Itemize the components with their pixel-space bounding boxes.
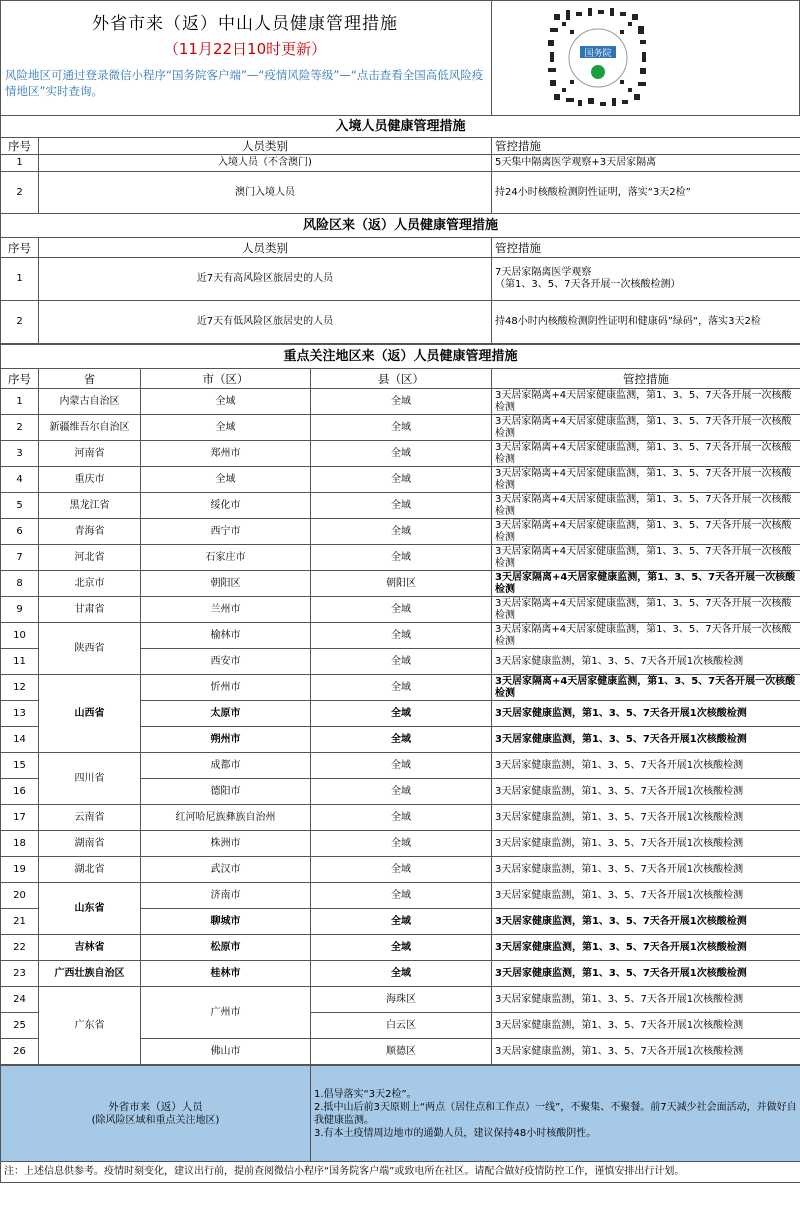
general-category-line: (除风险区域和重点关注地区) — [91, 1114, 220, 1126]
table-row — [1, 258, 800, 301]
measure-cell: 3天居家隔离+4天居家健康监测，第1、3、5、7天各开展一次核酸检测 — [492, 545, 800, 571]
county-cell: 全域 — [311, 727, 492, 753]
county-cell: 全域 — [311, 805, 492, 831]
county-cell: 全域 — [311, 597, 492, 623]
county-cell: 白云区 — [311, 1013, 492, 1039]
county-cell: 全域 — [311, 415, 492, 441]
row-number: 22 — [1, 935, 39, 961]
province-cell: 内蒙古自治区 — [39, 389, 141, 415]
city-cell: 全域 — [141, 467, 311, 493]
county-cell: 全域 — [311, 935, 492, 961]
row-number: 11 — [1, 649, 39, 675]
measure-cell: 3天居家隔离+4天居家健康监测，第1、3、5、7天各开展一次核酸检测 — [492, 623, 800, 649]
province-cell: 云南省 — [39, 805, 141, 831]
row-number: 6 — [1, 519, 39, 545]
row-number: 9 — [1, 597, 39, 623]
table-row — [1, 623, 800, 649]
table-row — [1, 597, 800, 623]
general-row — [1, 1066, 800, 1162]
table-row — [1, 805, 800, 831]
county-cell: 全域 — [311, 779, 492, 805]
province-cell: 山西省 — [39, 675, 141, 753]
measure-cell: 3天居家健康监测，第1、3、5、7天各开展1次核酸检测 — [492, 909, 800, 935]
city-cell: 武汉市 — [141, 857, 311, 883]
table-row — [1, 883, 800, 909]
city-cell: 忻州市 — [141, 675, 311, 701]
city-cell: 成都市 — [141, 753, 311, 779]
row-number: 17 — [1, 805, 39, 831]
province-cell: 湖北省 — [39, 857, 141, 883]
county-cell: 全域 — [311, 883, 492, 909]
row-number: 13 — [1, 701, 39, 727]
measure-cell: 3天居家健康监测，第1、3、5、7天各开展1次核酸检测 — [492, 831, 800, 857]
table-row — [1, 415, 800, 441]
table-row — [1, 389, 800, 415]
city-cell: 桂林市 — [141, 961, 311, 987]
province-cell: 新疆维吾尔自治区 — [39, 415, 141, 441]
city-cell: 济南市 — [141, 883, 311, 909]
measure-cell: 3天居家隔离+4天居家健康监测，第1、3、5、7天各开展一次核酸检测 — [492, 389, 800, 415]
row-number: 1 — [1, 155, 39, 172]
col-header: 市（区） — [141, 369, 311, 389]
col-header: 序号 — [1, 369, 39, 389]
measure-cell: 3天居家健康监测，第1、3、5、7天各开展1次核酸检测 — [492, 857, 800, 883]
focus-body — [1, 389, 800, 1065]
city-cell: 广州市 — [141, 987, 311, 1039]
county-cell: 全域 — [311, 545, 492, 571]
city-cell: 朔州市 — [141, 727, 311, 753]
measure-cell: 5天集中隔离医学观察+3天居家隔离 — [492, 155, 800, 172]
col-header: 省 — [39, 369, 141, 389]
row-number: 2 — [1, 415, 39, 441]
measure-cell: 3天居家隔离+4天居家健康监测，第1、3、5、7天各开展一次核酸检测 — [492, 597, 800, 623]
county-cell: 全域 — [311, 675, 492, 701]
row-number: 25 — [1, 1013, 39, 1039]
province-cell: 吉林省 — [39, 935, 141, 961]
city-cell: 全域 — [141, 389, 311, 415]
table-row — [1, 935, 800, 961]
table-row — [1, 155, 800, 172]
col-header: 县（区） — [311, 369, 492, 389]
city-cell: 株洲市 — [141, 831, 311, 857]
general-table — [0, 1065, 800, 1183]
province-cell: 陕西省 — [39, 623, 141, 675]
county-cell: 全域 — [311, 519, 492, 545]
entry-section-title: 入境人员健康管理措施 — [1, 116, 800, 138]
table-row — [1, 172, 800, 214]
table-row — [1, 571, 800, 597]
city-cell: 西安市 — [141, 649, 311, 675]
measure-cell: 3天居家健康监测，第1、3、5、7天各开展1次核酸检测 — [492, 779, 800, 805]
col-header: 序号 — [1, 238, 39, 258]
county-cell: 全域 — [311, 909, 492, 935]
category-cell: 澳门入境人员 — [39, 172, 492, 214]
table-row — [1, 987, 800, 1013]
measure-cell: 3天居家健康监测，第1、3、5、7天各开展1次核酸检测 — [492, 1039, 800, 1065]
row-number: 1 — [1, 258, 39, 301]
entry-table — [0, 115, 800, 344]
measure-cell: 持24小时核酸检测阴性证明，落实“3天2检” — [492, 172, 800, 214]
province-cell: 广西壮族自治区 — [39, 961, 141, 987]
county-cell: 全域 — [311, 961, 492, 987]
focus-table — [0, 344, 800, 1065]
measure-line: （第1、3、5、7天各开展一次核酸检测） — [495, 279, 681, 290]
city-cell: 红河哈尼族彝族自治州 — [141, 805, 311, 831]
measure-cell: 持48小时内核酸检测阴性证明和健康码”绿码“，落实3天2检 — [492, 301, 800, 344]
general-measure-line: 1.倡导落实“3天2检”。 — [314, 1088, 417, 1100]
measure-cell: 3天居家健康监测，第1、3、5、7天各开展1次核酸检测 — [492, 805, 800, 831]
measure-line: 7天居家隔离医学观察 — [495, 267, 592, 278]
county-cell: 全域 — [311, 857, 492, 883]
county-cell: 朝阳区 — [311, 571, 492, 597]
row-number: 12 — [1, 675, 39, 701]
col-header: 人员类别 — [39, 138, 492, 155]
province-cell: 四川省 — [39, 753, 141, 805]
city-cell: 太原市 — [141, 701, 311, 727]
row-number: 23 — [1, 961, 39, 987]
county-cell: 顺德区 — [311, 1039, 492, 1065]
row-number: 14 — [1, 727, 39, 753]
note-row — [1, 1162, 800, 1183]
city-cell: 德阳市 — [141, 779, 311, 805]
row-number: 1 — [1, 389, 39, 415]
county-cell: 全域 — [311, 701, 492, 727]
table-row — [1, 675, 800, 701]
row-number: 8 — [1, 571, 39, 597]
col-header: 管控措施 — [492, 138, 800, 155]
county-cell: 全域 — [311, 441, 492, 467]
update-time: （11月22日10时更新） — [163, 40, 327, 58]
table-row — [1, 441, 800, 467]
row-number: 2 — [1, 301, 39, 344]
measure-cell: 3天居家隔离+4天居家健康监测，第1、3、5、7天各开展一次核酸检测 — [492, 493, 800, 519]
header — [0, 0, 800, 115]
measure-cell: 3天居家隔离+4天居家健康监测，第1、3、5、7天各开展一次核酸检测 — [492, 467, 800, 493]
province-cell: 青海省 — [39, 519, 141, 545]
measure-cell: 3天居家隔离+4天居家健康监测，第1、3、5、7天各开展一次核酸检测 — [492, 519, 800, 545]
city-cell: 朝阳区 — [141, 571, 311, 597]
category-cell: 近7天有高风险区旅居史的人员 — [39, 258, 492, 301]
row-number: 18 — [1, 831, 39, 857]
page-title: 外省市来（返）中山人员健康管理措施 — [92, 14, 398, 34]
city-cell: 松原市 — [141, 935, 311, 961]
divider — [491, 1, 492, 116]
county-cell: 全域 — [311, 493, 492, 519]
province-cell: 北京市 — [39, 571, 141, 597]
row-number: 5 — [1, 493, 39, 519]
city-cell: 西宁市 — [141, 519, 311, 545]
focus-section-title: 重点关注地区来（返）人员健康管理措施 — [1, 345, 800, 369]
city-cell: 兰州市 — [141, 597, 311, 623]
table-row — [1, 753, 800, 779]
province-cell: 山东省 — [39, 883, 141, 935]
row-number: 7 — [1, 545, 39, 571]
measure-cell: 3天居家健康监测，第1、3、5、7天各开展1次核酸检测 — [492, 883, 800, 909]
general-measures — [311, 1066, 800, 1162]
row-number: 21 — [1, 909, 39, 935]
city-cell: 全域 — [141, 415, 311, 441]
row-number: 20 — [1, 883, 39, 909]
province-cell: 重庆市 — [39, 467, 141, 493]
measure-cell: 3天居家健康监测，第1、3、5、7天各开展1次核酸检测 — [492, 649, 800, 675]
table-row — [1, 857, 800, 883]
county-cell: 全域 — [311, 831, 492, 857]
row-number: 24 — [1, 987, 39, 1013]
table-row — [1, 961, 800, 987]
table-row — [1, 493, 800, 519]
measure-cell: 3天居家健康监测，第1、3、5、7天各开展1次核酸检测 — [492, 987, 800, 1013]
mini-program-qr-icon — [546, 6, 650, 110]
col-header: 管控措施 — [492, 369, 800, 389]
province-cell: 甘肃省 — [39, 597, 141, 623]
row-number: 26 — [1, 1039, 39, 1065]
row-number: 10 — [1, 623, 39, 649]
row-number: 19 — [1, 857, 39, 883]
row-number: 15 — [1, 753, 39, 779]
city-cell: 佛山市 — [141, 1039, 311, 1065]
county-cell: 全域 — [311, 649, 492, 675]
province-cell: 广东省 — [39, 987, 141, 1065]
measure-cell: 3天居家健康监测，第1、3、5、7天各开展1次核酸检测 — [492, 935, 800, 961]
county-cell: 全域 — [311, 753, 492, 779]
measure-cell: 3天居家健康监测，第1、3、5、7天各开展1次核酸检测 — [492, 961, 800, 987]
col-header: 序号 — [1, 138, 39, 155]
general-measure-line: 3.有本土疫情周边地市的通勤人员，建议保持48小时核酸阴性。 — [314, 1127, 597, 1139]
city-cell: 聊城市 — [141, 909, 311, 935]
measure-cell: 3天居家隔离+4天居家健康监测，第1、3、5、7天各开展一次核酸检测 — [492, 441, 800, 467]
table-row — [1, 545, 800, 571]
qr-label: 国务院 — [584, 49, 612, 59]
measure-cell: 3天居家健康监测，第1、3、5、7天各开展1次核酸检测 — [492, 727, 800, 753]
col-header: 人员类别 — [39, 238, 492, 258]
row-number: 4 — [1, 467, 39, 493]
table-row — [1, 519, 800, 545]
city-cell: 绥化市 — [141, 493, 311, 519]
col-header: 管控措施 — [492, 238, 800, 258]
table-row — [1, 301, 800, 344]
county-cell: 全域 — [311, 467, 492, 493]
risk-section-title: 风险区来（返）人员健康管理措施 — [1, 214, 800, 238]
general-category — [1, 1066, 311, 1162]
measure-cell: 3天居家健康监测，第1、3、5、7天各开展1次核酸检测 — [492, 701, 800, 727]
row-number: 3 — [1, 441, 39, 467]
measure-cell: 3天居家健康监测，第1、3、5、7天各开展1次核酸检测 — [492, 753, 800, 779]
measure-cell: 3天居家隔离+4天居家健康监测，第1、3、5、7天各开展一次核酸检测 — [492, 675, 800, 701]
risk-query-hint: 风险地区可通过登录微信小程序“国务院客户端”—“疫情风险等级”—“点击查看全国高低风险疫情地区”实时查询。 — [5, 68, 484, 98]
row-number: 2 — [1, 172, 39, 214]
province-cell: 河北省 — [39, 545, 141, 571]
city-cell: 石家庄市 — [141, 545, 311, 571]
measure-cell — [492, 258, 800, 301]
table-row — [1, 831, 800, 857]
category-cell: 近7天有低风险区旅居史的人员 — [39, 301, 492, 344]
city-cell: 郑州市 — [141, 441, 311, 467]
county-cell: 全域 — [311, 623, 492, 649]
province-cell: 河南省 — [39, 441, 141, 467]
county-cell: 海珠区 — [311, 987, 492, 1013]
category-cell: 入境人员（不含澳门) — [39, 155, 492, 172]
title-box — [1, 1, 489, 63]
measure-cell: 3天居家健康监测，第1、3、5、7天各开展1次核酸检测 — [492, 1013, 800, 1039]
county-cell: 全域 — [311, 389, 492, 415]
measure-cell: 3天居家隔离+4天居家健康监测，第1、3、5、7天各开展一次核酸检测 — [492, 415, 800, 441]
note: 注：上述信息供参考。疫情时刻变化，建议出行前，提前查阅微信小程序“国务院客户端”或致电所在社区。请配合做好疫情防控工作，谨慎安排出行计划。 — [1, 1162, 800, 1183]
province-cell: 湖南省 — [39, 831, 141, 857]
general-measure-line: 2.抵中山后前3天原则上“两点（居住点和工作点）一线”，不聚集、不聚餐。前7天减少社会面活动，并做好自我健康监测。 — [314, 1101, 797, 1126]
table-row — [1, 467, 800, 493]
general-category-line: 外省市来（返）人员 — [108, 1100, 203, 1113]
row-number: 16 — [1, 779, 39, 805]
city-cell: 榆林市 — [141, 623, 311, 649]
province-cell: 黑龙江省 — [39, 493, 141, 519]
measure-cell: 3天居家隔离+4天居家健康监测，第1、3、5、7天各开展一次核酸检测 — [492, 571, 800, 597]
